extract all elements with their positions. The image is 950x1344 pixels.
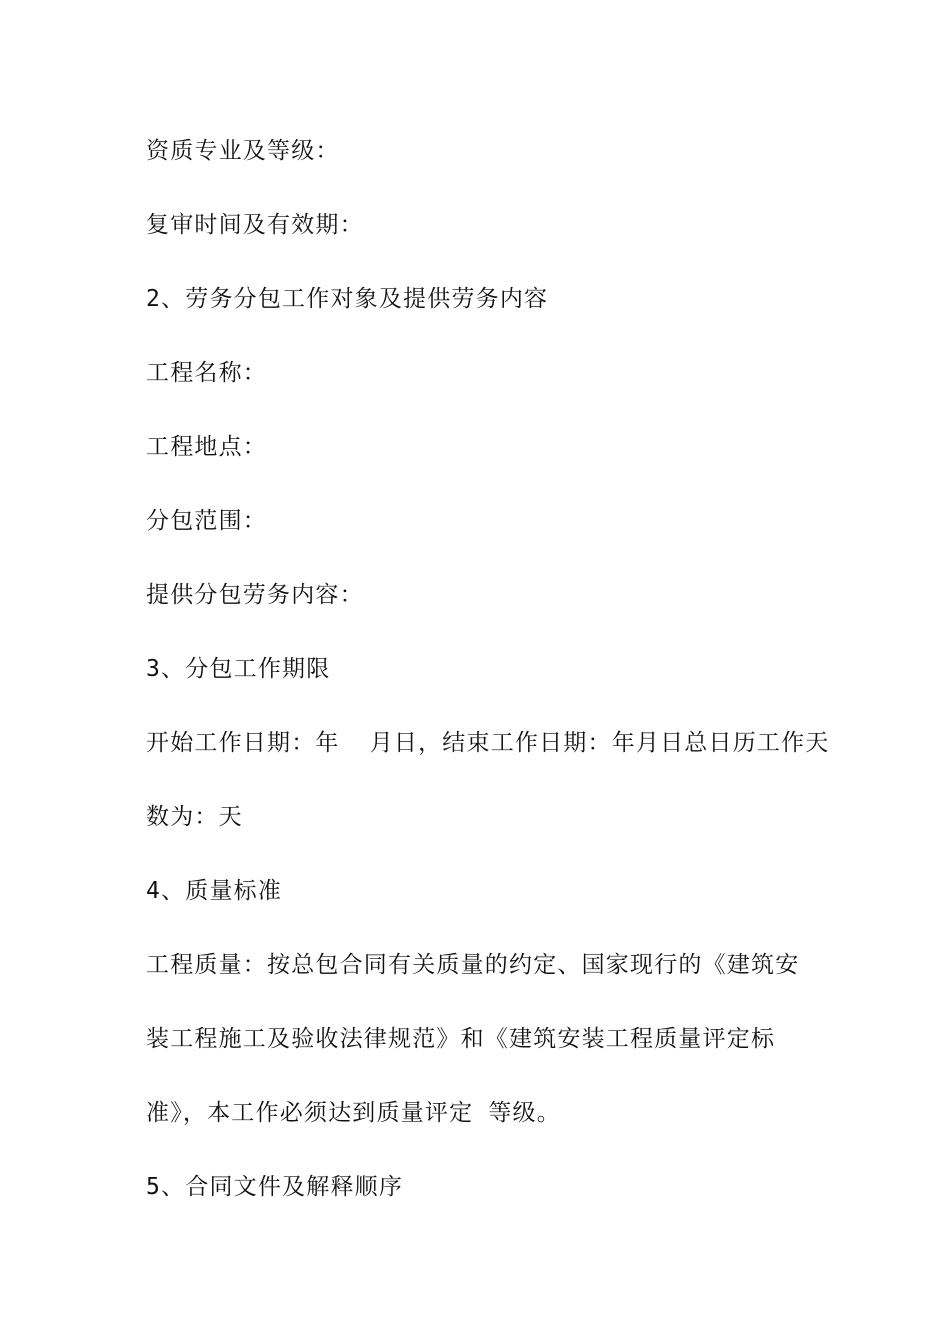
text-line-project-location: 工程地点： bbox=[146, 434, 267, 460]
text-line-quality-2: 装工程施工及验收法律规范》和《建筑安装工程质量评定标 bbox=[146, 1026, 776, 1052]
section-heading-2: 2、劳务分包工作对象及提供劳务内容 bbox=[146, 286, 549, 312]
text-line-project-name: 工程名称： bbox=[146, 360, 267, 386]
text-line-qualification: 资质专业及等级： bbox=[146, 138, 340, 164]
text-line-subcontract-scope: 分包范围： bbox=[146, 508, 267, 534]
text-line-quality-1: 工程质量：按总包合同有关质量的约定、国家现行的《建筑安 bbox=[146, 952, 800, 978]
text-line-quality-3: 准》，本工作必须达到质量评定 等级。 bbox=[146, 1100, 561, 1126]
text-line-labor-content: 提供分包劳务内容： bbox=[146, 582, 364, 608]
document-body bbox=[146, 133, 830, 1243]
section-heading-5: 5、合同文件及解释顺序 bbox=[146, 1174, 404, 1200]
text-line-work-days: 数为：天 bbox=[146, 804, 243, 830]
section-heading-3: 3、分包工作期限 bbox=[146, 656, 331, 682]
section-heading-4: 4、质量标准 bbox=[146, 878, 283, 904]
text-line-review-period: 复审时间及有效期： bbox=[146, 212, 364, 238]
text-line-work-dates: 开始工作日期：年 月日，结束工作日期：年月日总日历工作天 bbox=[146, 730, 830, 756]
